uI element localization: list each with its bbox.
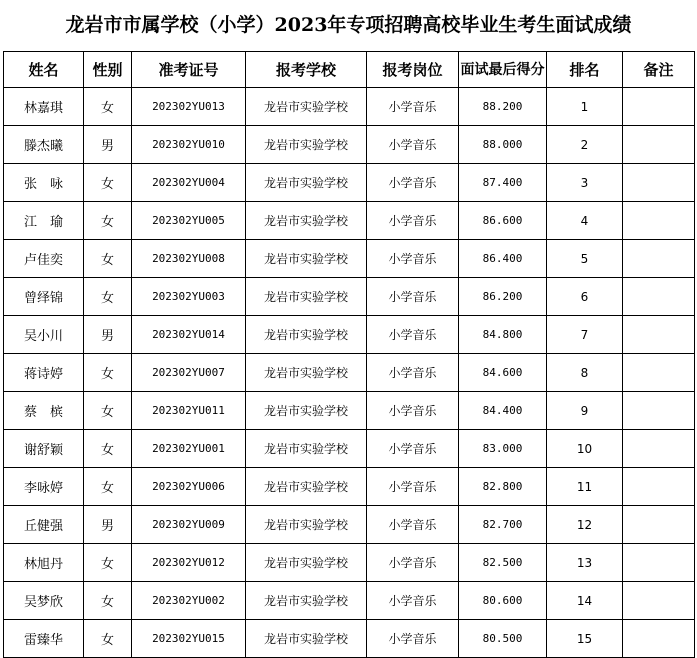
cell-school: 龙岩市实验学校	[246, 278, 367, 316]
header-remarks: 备注	[623, 52, 695, 88]
cell-remarks	[623, 544, 695, 582]
table-row	[4, 430, 695, 468]
cell-position: 小学音乐	[367, 506, 459, 544]
table-row	[4, 202, 695, 240]
cell-rank: 14	[547, 582, 623, 620]
cell-score: 82.700	[459, 506, 547, 544]
cell-remarks	[623, 468, 695, 506]
cell-name: 林旭丹	[4, 544, 84, 582]
table-row	[4, 506, 695, 544]
header-exam-id: 准考证号	[132, 52, 246, 88]
cell-gender: 女	[84, 582, 132, 620]
header-name: 姓名	[4, 52, 84, 88]
cell-gender: 女	[84, 468, 132, 506]
cell-position: 小学音乐	[367, 392, 459, 430]
cell-gender: 女	[84, 164, 132, 202]
cell-exam-id: 202302YU008	[132, 240, 246, 278]
header-final-score: 面试最后得分	[459, 52, 547, 88]
cell-score: 82.800	[459, 468, 547, 506]
cell-gender: 女	[84, 620, 132, 658]
cell-rank: 15	[547, 620, 623, 658]
header-position: 报考岗位	[367, 52, 459, 88]
cell-remarks	[623, 430, 695, 468]
cell-exam-id: 202302YU012	[132, 544, 246, 582]
cell-position: 小学音乐	[367, 354, 459, 392]
cell-remarks	[623, 582, 695, 620]
cell-exam-id: 202302YU003	[132, 278, 246, 316]
cell-rank: 8	[547, 354, 623, 392]
cell-name: 林嘉琪	[4, 88, 84, 126]
table-row	[4, 278, 695, 316]
cell-remarks	[623, 392, 695, 430]
table-header-row	[4, 52, 695, 88]
cell-exam-id: 202302YU004	[132, 164, 246, 202]
cell-score: 80.500	[459, 620, 547, 658]
cell-score: 86.200	[459, 278, 547, 316]
cell-remarks	[623, 126, 695, 164]
cell-school: 龙岩市实验学校	[246, 202, 367, 240]
cell-score: 88.200	[459, 88, 547, 126]
cell-rank: 5	[547, 240, 623, 278]
table-row	[4, 88, 695, 126]
cell-gender: 女	[84, 430, 132, 468]
cell-rank: 10	[547, 430, 623, 468]
cell-rank: 3	[547, 164, 623, 202]
table-row	[4, 544, 695, 582]
cell-gender: 女	[84, 88, 132, 126]
cell-school: 龙岩市实验学校	[246, 544, 367, 582]
cell-score: 84.600	[459, 354, 547, 392]
cell-rank: 13	[547, 544, 623, 582]
cell-name: 卢佳奕	[4, 240, 84, 278]
cell-position: 小学音乐	[367, 582, 459, 620]
table-row	[4, 126, 695, 164]
cell-score: 84.400	[459, 392, 547, 430]
cell-rank: 11	[547, 468, 623, 506]
table-row	[4, 316, 695, 354]
cell-rank: 4	[547, 202, 623, 240]
cell-school: 龙岩市实验学校	[246, 620, 367, 658]
document-title: 龙岩市市属学校（小学）2023年专项招聘高校毕业生考生面试成绩	[65, 14, 632, 36]
cell-school: 龙岩市实验学校	[246, 240, 367, 278]
cell-remarks	[623, 88, 695, 126]
cell-gender: 男	[84, 126, 132, 164]
cell-name: 吴梦欣	[4, 582, 84, 620]
cell-school: 龙岩市实验学校	[246, 88, 367, 126]
cell-score: 82.500	[459, 544, 547, 582]
cell-school: 龙岩市实验学校	[246, 506, 367, 544]
cell-position: 小学音乐	[367, 468, 459, 506]
cell-gender: 女	[84, 544, 132, 582]
cell-position: 小学音乐	[367, 88, 459, 126]
cell-school: 龙岩市实验学校	[246, 316, 367, 354]
cell-score: 87.400	[459, 164, 547, 202]
cell-name: 丘健强	[4, 506, 84, 544]
table-row	[4, 354, 695, 392]
cell-position: 小学音乐	[367, 278, 459, 316]
cell-rank: 1	[547, 88, 623, 126]
cell-gender: 女	[84, 202, 132, 240]
cell-rank: 7	[547, 316, 623, 354]
cell-exam-id: 202302YU014	[132, 316, 246, 354]
cell-score: 83.000	[459, 430, 547, 468]
cell-position: 小学音乐	[367, 202, 459, 240]
cell-school: 龙岩市实验学校	[246, 430, 367, 468]
cell-position: 小学音乐	[367, 126, 459, 164]
table-row	[4, 392, 695, 430]
table-row	[4, 620, 695, 658]
cell-position: 小学音乐	[367, 620, 459, 658]
cell-position: 小学音乐	[367, 316, 459, 354]
cell-exam-id: 202302YU006	[132, 468, 246, 506]
cell-remarks	[623, 620, 695, 658]
cell-remarks	[623, 354, 695, 392]
cell-exam-id: 202302YU005	[132, 202, 246, 240]
cell-school: 龙岩市实验学校	[246, 354, 367, 392]
header-school: 报考学校	[246, 52, 367, 88]
cell-exam-id: 202302YU010	[132, 126, 246, 164]
table-row	[4, 582, 695, 620]
cell-school: 龙岩市实验学校	[246, 468, 367, 506]
table-row	[4, 240, 695, 278]
cell-rank: 9	[547, 392, 623, 430]
cell-name: 蒋诗婷	[4, 354, 84, 392]
cell-exam-id: 202302YU015	[132, 620, 246, 658]
cell-position: 小学音乐	[367, 430, 459, 468]
cell-exam-id: 202302YU001	[132, 430, 246, 468]
cell-score: 80.600	[459, 582, 547, 620]
cell-name: 蔡 槟	[4, 392, 84, 430]
cell-exam-id: 202302YU009	[132, 506, 246, 544]
table-body	[4, 88, 695, 658]
cell-name: 吴小川	[4, 316, 84, 354]
cell-remarks	[623, 506, 695, 544]
cell-name: 滕杰曦	[4, 126, 84, 164]
cell-gender: 女	[84, 392, 132, 430]
cell-gender: 男	[84, 316, 132, 354]
cell-exam-id: 202302YU007	[132, 354, 246, 392]
cell-remarks	[623, 316, 695, 354]
cell-rank: 6	[547, 278, 623, 316]
cell-gender: 女	[84, 354, 132, 392]
cell-remarks	[623, 164, 695, 202]
table-row	[4, 164, 695, 202]
cell-name: 张 咏	[4, 164, 84, 202]
table-row	[4, 468, 695, 506]
results-table	[3, 51, 695, 658]
cell-gender: 男	[84, 506, 132, 544]
cell-name: 雷臻华	[4, 620, 84, 658]
cell-score: 86.400	[459, 240, 547, 278]
header-gender: 性别	[84, 52, 132, 88]
cell-name: 李咏婷	[4, 468, 84, 506]
cell-rank: 12	[547, 506, 623, 544]
cell-position: 小学音乐	[367, 544, 459, 582]
cell-position: 小学音乐	[367, 240, 459, 278]
cell-rank: 2	[547, 126, 623, 164]
cell-school: 龙岩市实验学校	[246, 392, 367, 430]
cell-school: 龙岩市实验学校	[246, 164, 367, 202]
cell-name: 曾绎锦	[4, 278, 84, 316]
cell-score: 86.600	[459, 202, 547, 240]
cell-remarks	[623, 202, 695, 240]
cell-name: 江 瑜	[4, 202, 84, 240]
cell-remarks	[623, 240, 695, 278]
cell-exam-id: 202302YU013	[132, 88, 246, 126]
cell-name: 谢舒颖	[4, 430, 84, 468]
cell-gender: 女	[84, 240, 132, 278]
cell-score: 88.000	[459, 126, 547, 164]
cell-school: 龙岩市实验学校	[246, 582, 367, 620]
cell-school: 龙岩市实验学校	[246, 126, 367, 164]
cell-position: 小学音乐	[367, 164, 459, 202]
cell-gender: 女	[84, 278, 132, 316]
cell-exam-id: 202302YU011	[132, 392, 246, 430]
header-rank: 排名	[547, 52, 623, 88]
cell-score: 84.800	[459, 316, 547, 354]
cell-remarks	[623, 278, 695, 316]
cell-exam-id: 202302YU002	[132, 582, 246, 620]
